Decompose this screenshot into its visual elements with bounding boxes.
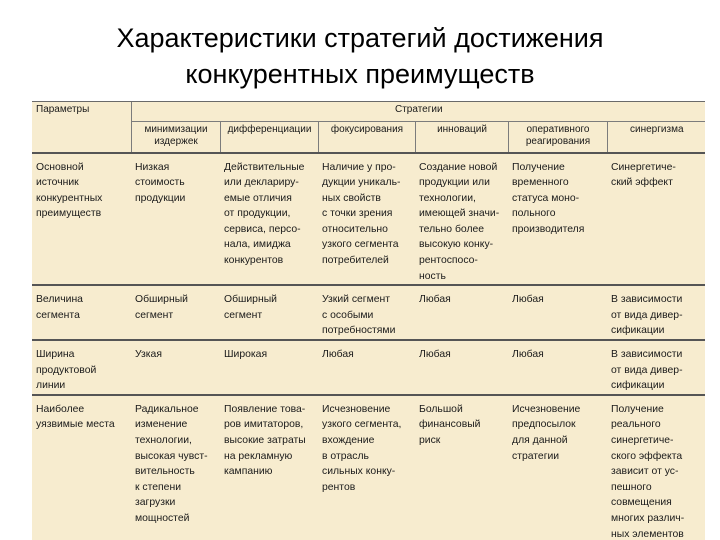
table-cell: Любая [508,340,607,395]
table-cell: Синергетиче- ский эффект [607,153,705,286]
table-cell: Широкая [220,340,318,395]
column-header: фокусирования [318,122,415,153]
column-header: оперативного реагирования [508,122,607,153]
table-cell: Любая [415,285,508,340]
table-row [32,285,705,340]
table-cell: Большой финансовый риск [415,395,508,540]
column-header: синергизма [607,122,705,153]
table-cell: Радикальное изменение технологии, высокая чувст- вительность к степени загрузки мощностей [131,395,220,540]
table-cell: В зависимости от вида дивер- сификации [607,340,705,395]
table-cell: Любая [415,340,508,395]
header-parameters: Параметры [32,102,131,153]
table-row [32,153,705,286]
table-row [32,395,705,540]
column-header: минимизации издержек [131,122,220,153]
table-cell: Появление това- ров имитаторов, высокие затраты на рекламную кампанию [220,395,318,540]
row-parameter: Основной источник конкурентных преимуществ [32,153,131,286]
row-parameter: Величина сегмента [32,285,131,340]
table-row [32,340,705,395]
table-cell: Узкий сегмент с особыми потребностями [318,285,415,340]
table-cell: Получение временного статуса моно- польного производителя [508,153,607,286]
table-cell: Наличие у про- дукции уникаль- ных свойств с точки зрения относительно узкого сегмента потребителей [318,153,415,286]
strategies-table [32,101,705,540]
strategies-table-panel [32,101,705,540]
table-cell: Низкая стоимость продукции [131,153,220,286]
slide-title [0,20,720,92]
table-cell: Обширный сегмент [131,285,220,340]
row-parameter: Ширина продуктовой линии [32,340,131,395]
table-cell: Действительные или деклариру- емые отличия от продукции, сервиса, персо- нала, имиджа конкурентов [220,153,318,286]
table-cell: Любая [318,340,415,395]
table-cell: В зависимости от вида дивер- сификации [607,285,705,340]
column-header: дифференциации [220,122,318,153]
table-cell: Создание новой продукции или технологии, имеющей значи- тельно более высокую конку- рентоспосо- ность [415,153,508,286]
table-cell: Получение реального синергетиче- ского эффекта зависит от ус- пешного совмещения многих различ- ных элементов [607,395,705,540]
table-cell: Исчезновение предпосылок для данной стратегии [508,395,607,540]
title-line-2: конкурентных преимуществ [185,59,535,89]
table-cell: Исчезновение узкого сегмента, вхождение в отрасль сильных конку- рентов [318,395,415,540]
table-cell: Обширный сегмент [220,285,318,340]
title-line-1: Характеристики стратегий достижения [116,23,604,53]
table-cell: Узкая [131,340,220,395]
column-header: инноваций [415,122,508,153]
table-cell: Любая [508,285,607,340]
header-strategies: Стратегии [131,102,705,122]
row-parameter: Наиболее уязвимые места [32,395,131,540]
